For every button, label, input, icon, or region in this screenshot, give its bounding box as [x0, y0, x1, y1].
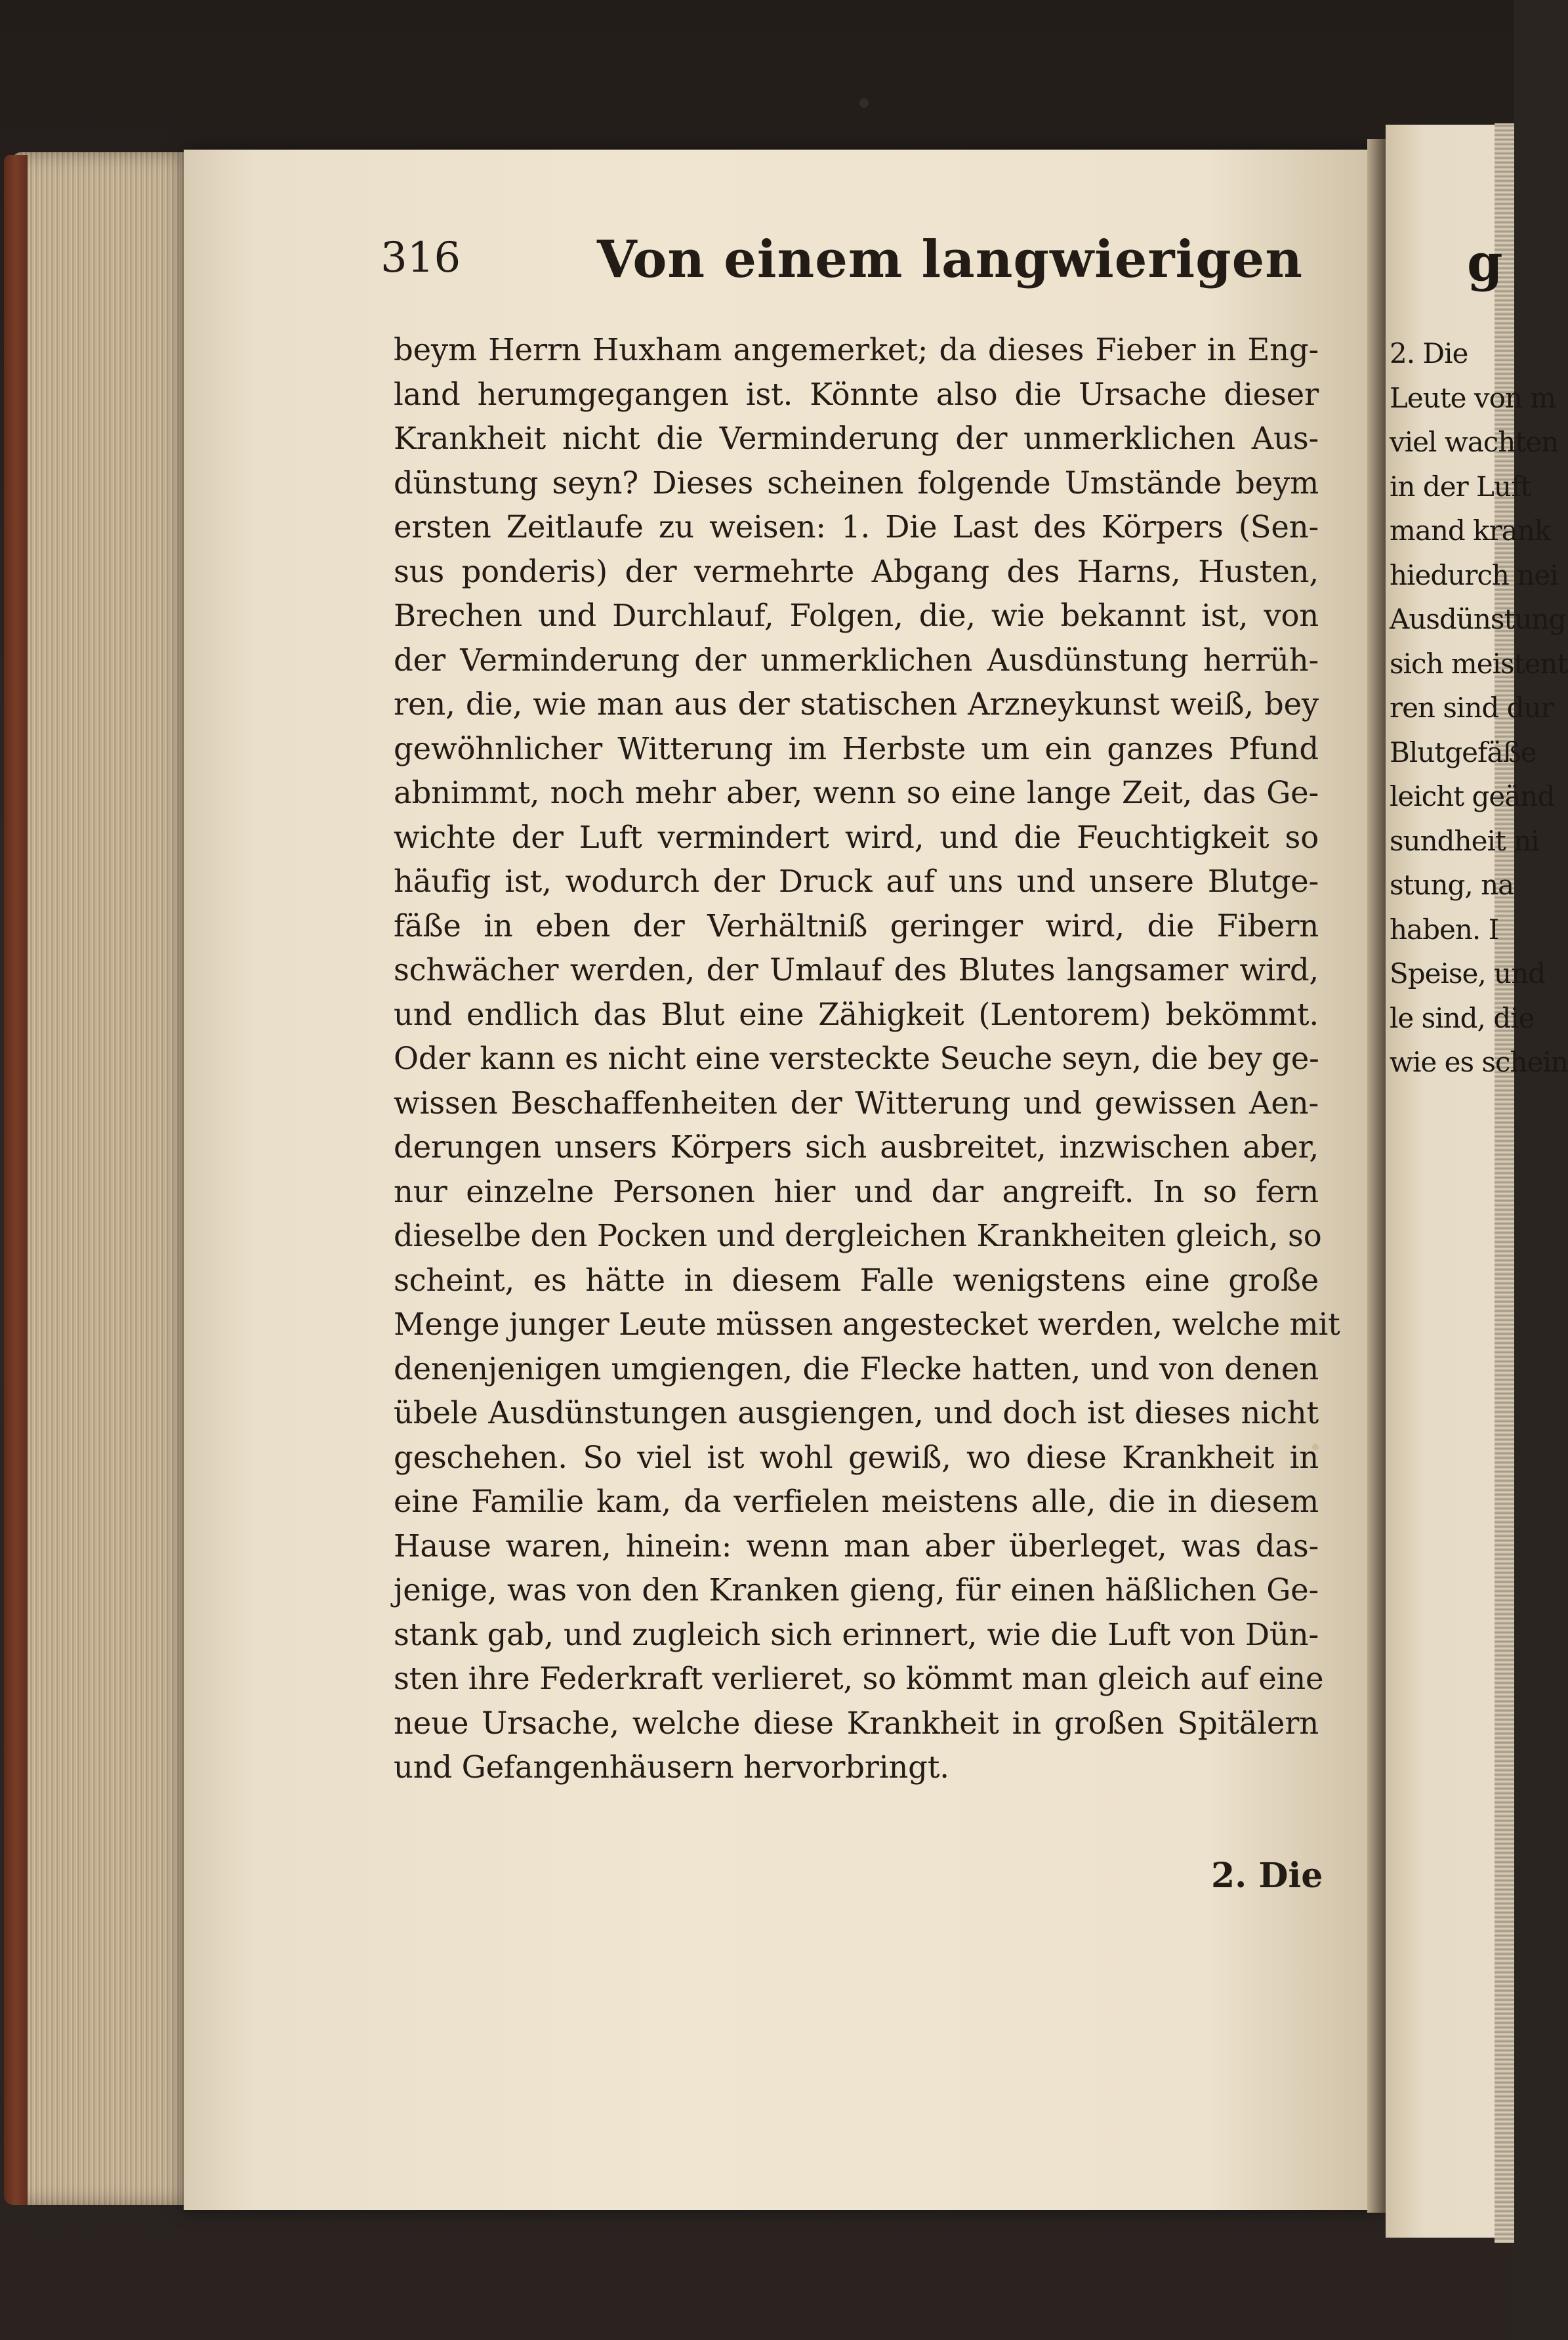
text-line: neue Ursache, welche diese Krankheit in großen Spitälern: [394, 1705, 1319, 1741]
text-line: abnimmt, noch mehr aber, wenn so eine lange Zeit, das Ge-: [394, 775, 1319, 810]
facing-text-line: in der Luft: [1390, 470, 1531, 503]
facing-text-line: Leute von m: [1390, 381, 1556, 414]
facing-text-line: Speise, und: [1390, 957, 1546, 990]
text-line: und endlich das Blut eine Zähigkeit (Lentorem) bekömmt.: [394, 996, 1319, 1032]
facing-page-header: g: [1467, 233, 1503, 293]
text-line: der Verminderung der unmerklichen Ausdünstung herrüh-: [394, 642, 1319, 678]
facing-text-line: haben. I: [1390, 913, 1499, 946]
facing-text-line: hiedurch nei: [1390, 558, 1558, 591]
facing-text-line: viel wachten: [1390, 426, 1559, 458]
text-line: ersten Zeitlaufe zu weisen: 1. Die Last des Körpers (Sen-: [394, 509, 1319, 545]
text-line: übele Ausdünstungen ausgiengen, und doch ist dieses nicht: [394, 1395, 1319, 1431]
facing-text-line: leicht geänd: [1390, 780, 1555, 812]
text-line: land herumgegangen ist. Könnte also die Ursache dieser: [394, 376, 1319, 412]
body-text: [394, 328, 1340, 1790]
text-line: sus ponderis) der vermehrte Abgang des Harns, Husten,: [394, 553, 1319, 589]
facing-text-line: sich meistent: [1390, 647, 1568, 680]
text-line: sten ihre Federkraft verlieret, so kömmt man gleich auf eine: [394, 1661, 1324, 1696]
text-line: geschehen. So viel ist wohl gewiß, wo diese Krankheit in: [394, 1439, 1319, 1475]
book-cover-edge: [4, 155, 28, 2205]
facing-text-line: ren sind dur: [1390, 692, 1554, 724]
text-line: eine Familie kam, da verfielen meistens alle, die in diesem: [394, 1484, 1319, 1519]
book-page-edges: [12, 152, 190, 2205]
text-line: ren, die, wie man aus der statischen Arzneykunst weiß, bey: [394, 686, 1319, 722]
facing-text-line: le sind, die: [1390, 1001, 1535, 1034]
text-line: dünstung seyn? Dieses scheinen folgende Umstände beym: [394, 465, 1319, 501]
text-line: jenige, was von den Kranken gieng, für einen häßlichen Ge-: [394, 1572, 1319, 1608]
text-line: häufig ist, wodurch der Druck auf uns und unsere Blutge-: [394, 864, 1319, 899]
facing-text-line: sundheit ni: [1390, 824, 1539, 857]
text-line: stank gab, und zugleich sich erinnert, wie die Luft von Dün-: [394, 1616, 1319, 1652]
text-line: schwächer werden, der Umlauf des Blutes langsamer wird,: [394, 952, 1319, 988]
facing-text-line: 2. Die: [1390, 337, 1468, 369]
facing-page-text: [1390, 331, 1568, 1085]
text-line: wissen Beschaffenheiten der Witterung und gewissen Aen-: [394, 1085, 1319, 1121]
text-line: dieselbe den Pocken und dergleichen Krankheiten gleich, so: [394, 1218, 1322, 1253]
text-line: Krankheit nicht die Verminderung der unmerklichen Aus-: [394, 421, 1319, 456]
text-line: nur einzelne Personen hier und dar angreift. In so fern: [394, 1173, 1319, 1209]
facing-text-line: stung, na: [1390, 869, 1514, 901]
facing-text-line: Blutgefäße: [1390, 736, 1537, 768]
text-line: scheint, es hätte in diesem Falle wenigstens eine große: [394, 1262, 1319, 1298]
text-line: wichte der Luft vermindert wird, und die Feuchtigkeit so: [394, 819, 1319, 855]
text-line: Brechen und Durchlauf, Folgen, die, wie bekannt ist, von: [394, 598, 1319, 633]
text-line: Oder kann es nicht eine versteckte Seuche seyn, die bey ge-: [394, 1041, 1319, 1076]
text-line: fäße in eben der Verhältniß geringer wird, die Fibern: [394, 908, 1319, 944]
text-line: und Gefangenhäusern hervorbringt.: [394, 1749, 949, 1785]
running-head: [381, 230, 1365, 299]
facing-text-line: wie es schein: [1390, 1046, 1568, 1078]
text-line: gewöhnlicher Witterung im Herbste um ein ganzes Pfund: [394, 730, 1319, 766]
text-line: denenjenigen umgiengen, die Flecke hatten, und von denen: [394, 1350, 1319, 1387]
catchword: 2. Die: [1211, 1856, 1323, 1896]
paper-spot: [859, 98, 869, 108]
running-title: Von einem langwierigen: [597, 230, 1303, 289]
facing-text-line: mand krank: [1390, 514, 1551, 547]
facing-text-line: Ausdünstung: [1390, 603, 1566, 635]
text-line: Hause waren, hinein: wenn man aber überleget, was das-: [394, 1528, 1319, 1564]
page-number: 316: [381, 234, 461, 282]
text-line: beym Herrn Huxham angemerket; da dieses Fieber in Eng-: [394, 332, 1319, 367]
text-line: derungen unsers Körpers sich ausbreitet, inzwischen aber,: [394, 1129, 1319, 1165]
text-line: Menge junger Leute müssen angestecket werden, welche mit: [394, 1306, 1340, 1342]
